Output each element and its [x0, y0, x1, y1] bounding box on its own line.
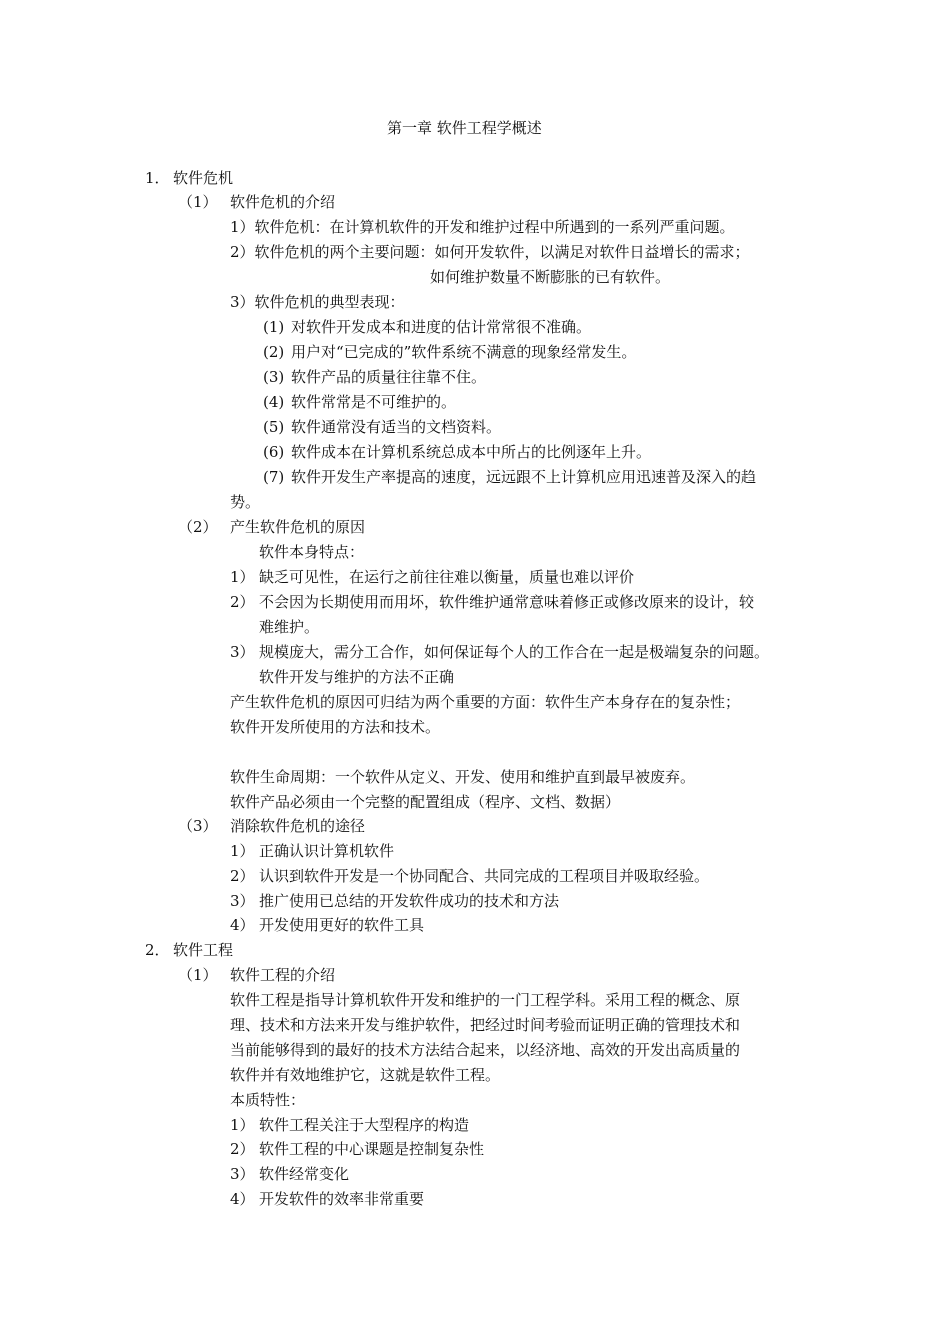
subsection-1-2-number: （2）	[178, 518, 218, 536]
list-item: 软件工程的中心课题是控制复杂性	[259, 1140, 485, 1158]
list-item-number: (6)	[263, 443, 285, 461]
list-item-number: 3）	[230, 1165, 255, 1183]
section-1-number: 1．	[145, 169, 170, 187]
list-item-number: 1）	[230, 842, 255, 860]
list-item-number: 2）	[230, 1140, 255, 1158]
paragraph-line: 1）软件危机：在计算机软件的开发和维护过程中所遇到的一系列严重问题。	[230, 218, 735, 236]
paragraph-line: 产生软件危机的原因可归结为两个重要的方面：软件生产本身存在的复杂性；	[230, 693, 741, 711]
list-item-number: 4）	[230, 1190, 255, 1208]
list-item: 对软件开发成本和进度的估计常常很不准确。	[291, 318, 592, 336]
paragraph-line: 如何维护数量不断膨胀的已有软件。	[430, 268, 671, 286]
list-item-continuation: 势。	[230, 493, 261, 511]
list-item: 软件工程关注于大型程序的构造	[259, 1116, 470, 1134]
list-item-number: 2）	[230, 867, 255, 885]
paragraph-line: 理、技术和方法来开发与维护软件，把经过时间考验而证明正确的管理技术和	[230, 1016, 741, 1034]
list-item: 软件通常没有适当的文档资料。	[291, 418, 502, 436]
page-title: 第一章 软件工程学概述	[387, 119, 542, 137]
list-item-continuation: 难维护。	[259, 618, 320, 636]
paragraph-line: 2）软件危机的两个主要问题：如何开发软件，以满足对软件日益增长的需求；	[230, 243, 750, 261]
paragraph-line: 本质特性：	[230, 1091, 306, 1109]
paragraph-line: 软件本身特点：	[259, 543, 365, 561]
list-item-number: (4)	[263, 393, 285, 411]
section-1-heading: 软件危机	[173, 169, 234, 187]
paragraph-line: 软件产品必须由一个完整的配置组成（程序、文档、数据）	[230, 793, 621, 811]
list-item: 不会因为长期使用而用坏，软件维护通常意味着修正或修改原来的设计，较	[259, 593, 755, 611]
list-item-number: (7)	[263, 468, 285, 486]
list-item-number: (3)	[263, 368, 285, 386]
list-item: 软件开发生产率提高的速度，远远跟不上计算机应用迅速普及深入的趋	[291, 468, 757, 486]
list-item-number: 4）	[230, 916, 255, 934]
paragraph-line: 软件并有效地维护它，这就是软件工程。	[230, 1066, 501, 1084]
list-item: 软件产品的质量往往靠不住。	[291, 368, 487, 386]
list-item-number: 2）	[230, 593, 255, 611]
paragraph-line: 当前能够得到的最好的技术方法结合起来，以经济地、高效的开发出高质量的	[230, 1041, 741, 1059]
subsection-1-3-number: （3）	[178, 817, 218, 835]
subsection-1-2-heading: 产生软件危机的原因	[230, 518, 366, 536]
list-item-number: 3）	[230, 892, 255, 910]
list-item-number: (2)	[263, 343, 285, 361]
list-item: 规模庞大，需分工合作，如何保证每个人的工作合在一起是极端复杂的问题。	[259, 643, 770, 661]
paragraph-line: 软件生命周期：一个软件从定义、开发、使用和维护直到最早被废弃。	[230, 768, 696, 786]
list-item: 推广使用已总结的开发软件成功的技术和方法	[259, 892, 560, 910]
subsection-1-1-heading: 软件危机的介绍	[230, 193, 336, 211]
paragraph-line: 3）软件危机的典型表现：	[230, 293, 405, 311]
section-2-heading: 软件工程	[173, 941, 234, 959]
list-item: 缺乏可见性，在运行之前往往难以衡量，质量也难以评价	[259, 568, 635, 586]
list-item-number: (5)	[263, 418, 285, 436]
list-item: 用户对“已完成的”软件系统不满意的现象经常发生。	[291, 343, 637, 361]
list-item: 软件成本在计算机系统总成本中所占的比例逐年上升。	[291, 443, 652, 461]
list-item: 开发使用更好的软件工具	[259, 916, 425, 934]
list-item-number: 1）	[230, 1116, 255, 1134]
list-item: 认识到软件开发是一个协同配合、共同完成的工程项目并吸取经验。	[259, 867, 710, 885]
subsection-2-1-number: （1）	[178, 966, 218, 984]
list-item: 开发软件的效率非常重要	[259, 1190, 425, 1208]
list-item: 软件经常变化	[259, 1165, 350, 1183]
section-2-number: 2．	[145, 941, 170, 959]
list-item: 正确认识计算机软件	[259, 842, 395, 860]
list-item-number: 3）	[230, 643, 255, 661]
subsection-1-1-number: （1）	[178, 193, 218, 211]
list-item-number: (1)	[263, 318, 285, 336]
list-item-number: 1）	[230, 568, 255, 586]
paragraph-line: 软件开发所使用的方法和技术。	[230, 718, 441, 736]
paragraph-line: 软件工程是指导计算机软件开发和维护的一门工程学科。采用工程的概念、原	[230, 991, 741, 1009]
paragraph-line: 软件开发与维护的方法不正确	[259, 668, 455, 686]
list-item: 软件常常是不可维护的。	[291, 393, 457, 411]
subsection-1-3-heading: 消除软件危机的途径	[230, 817, 366, 835]
subsection-2-1-heading: 软件工程的介绍	[230, 966, 336, 984]
